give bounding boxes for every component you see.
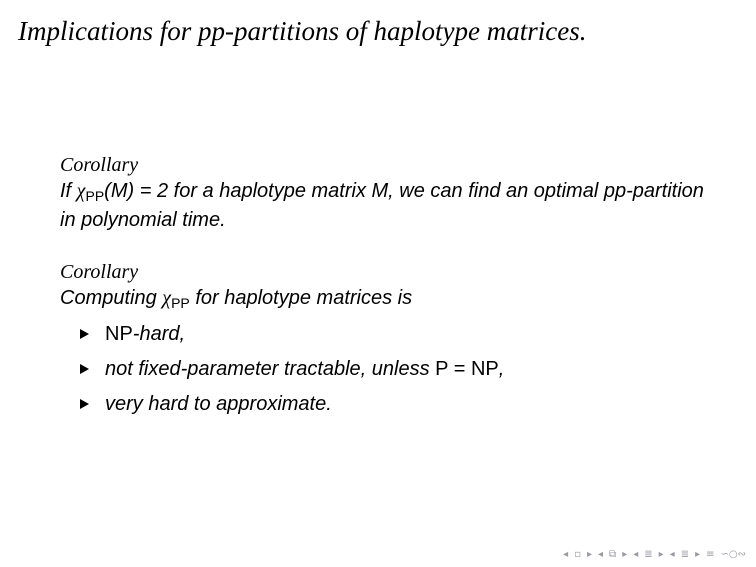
list-item-text: not fixed-parameter tractable, unless [105, 358, 436, 380]
slide-title: Implications for pp-partitions of haplotype matrices. [18, 16, 587, 46]
nav-section-icon[interactable]: ≣ [680, 549, 690, 560]
complexity-class: NP [105, 323, 133, 345]
chi-subscript: PP [171, 295, 190, 311]
chi-symbol: χ [162, 287, 172, 309]
corollary-block-2 [60, 260, 710, 422]
nav-subsection-icon[interactable]: ⧉ [609, 549, 617, 560]
chi-symbol: χ [76, 180, 86, 202]
nav-left-arrow-icon[interactable]: ◂ [669, 549, 675, 560]
nav-frame-icon[interactable]: ▫ [574, 549, 581, 560]
corollary-statement [60, 177, 710, 234]
nav-left-arrow-icon[interactable]: ◂ [598, 549, 604, 560]
list-item [80, 352, 710, 387]
nav-left-arrow-icon[interactable]: ◂ [563, 549, 569, 560]
corollary-statement [60, 284, 710, 313]
nav-right-arrow-icon[interactable]: ▸ [695, 549, 701, 560]
list-item [80, 317, 710, 352]
complexity-class: P = NP [435, 358, 499, 380]
triangle-bullet-icon [80, 329, 89, 339]
triangle-bullet-icon [80, 399, 89, 409]
nav-search-icon[interactable]: ∽○∾ [720, 549, 746, 560]
statement-text: If [60, 180, 77, 202]
nav-section-icon[interactable]: ≣ [644, 549, 653, 560]
list-item-text: -hard, [132, 323, 186, 345]
statement-text: for haplotype matrices is [189, 287, 413, 309]
list-item-text: very hard to approximate. [105, 393, 332, 415]
nav-right-arrow-icon[interactable]: ▸ [586, 549, 593, 560]
corollary-list [60, 317, 710, 422]
nav-left-arrow-icon[interactable]: ◂ [633, 549, 639, 560]
nav-right-arrow-icon[interactable]: ▸ [658, 549, 664, 560]
statement-text: for a haplotype matrix M, we can find an optimal pp-partition in polynomial time. [60, 180, 704, 231]
nav-right-arrow-icon[interactable]: ▸ [622, 549, 628, 560]
beamer-navigation [563, 549, 746, 561]
list-item [80, 387, 710, 422]
chi-argument: (M) = 2 [104, 180, 169, 202]
statement-text: Computing [60, 287, 163, 309]
list-item-text: , [498, 358, 505, 380]
nav-toc-icon[interactable]: ≡ [706, 549, 715, 560]
corollary-title: Corollary [60, 154, 139, 176]
chi-subscript: PP [85, 188, 105, 204]
corollary-title: Corollary [60, 261, 139, 283]
triangle-bullet-icon [80, 364, 89, 374]
corollary-block-1 [60, 153, 710, 234]
